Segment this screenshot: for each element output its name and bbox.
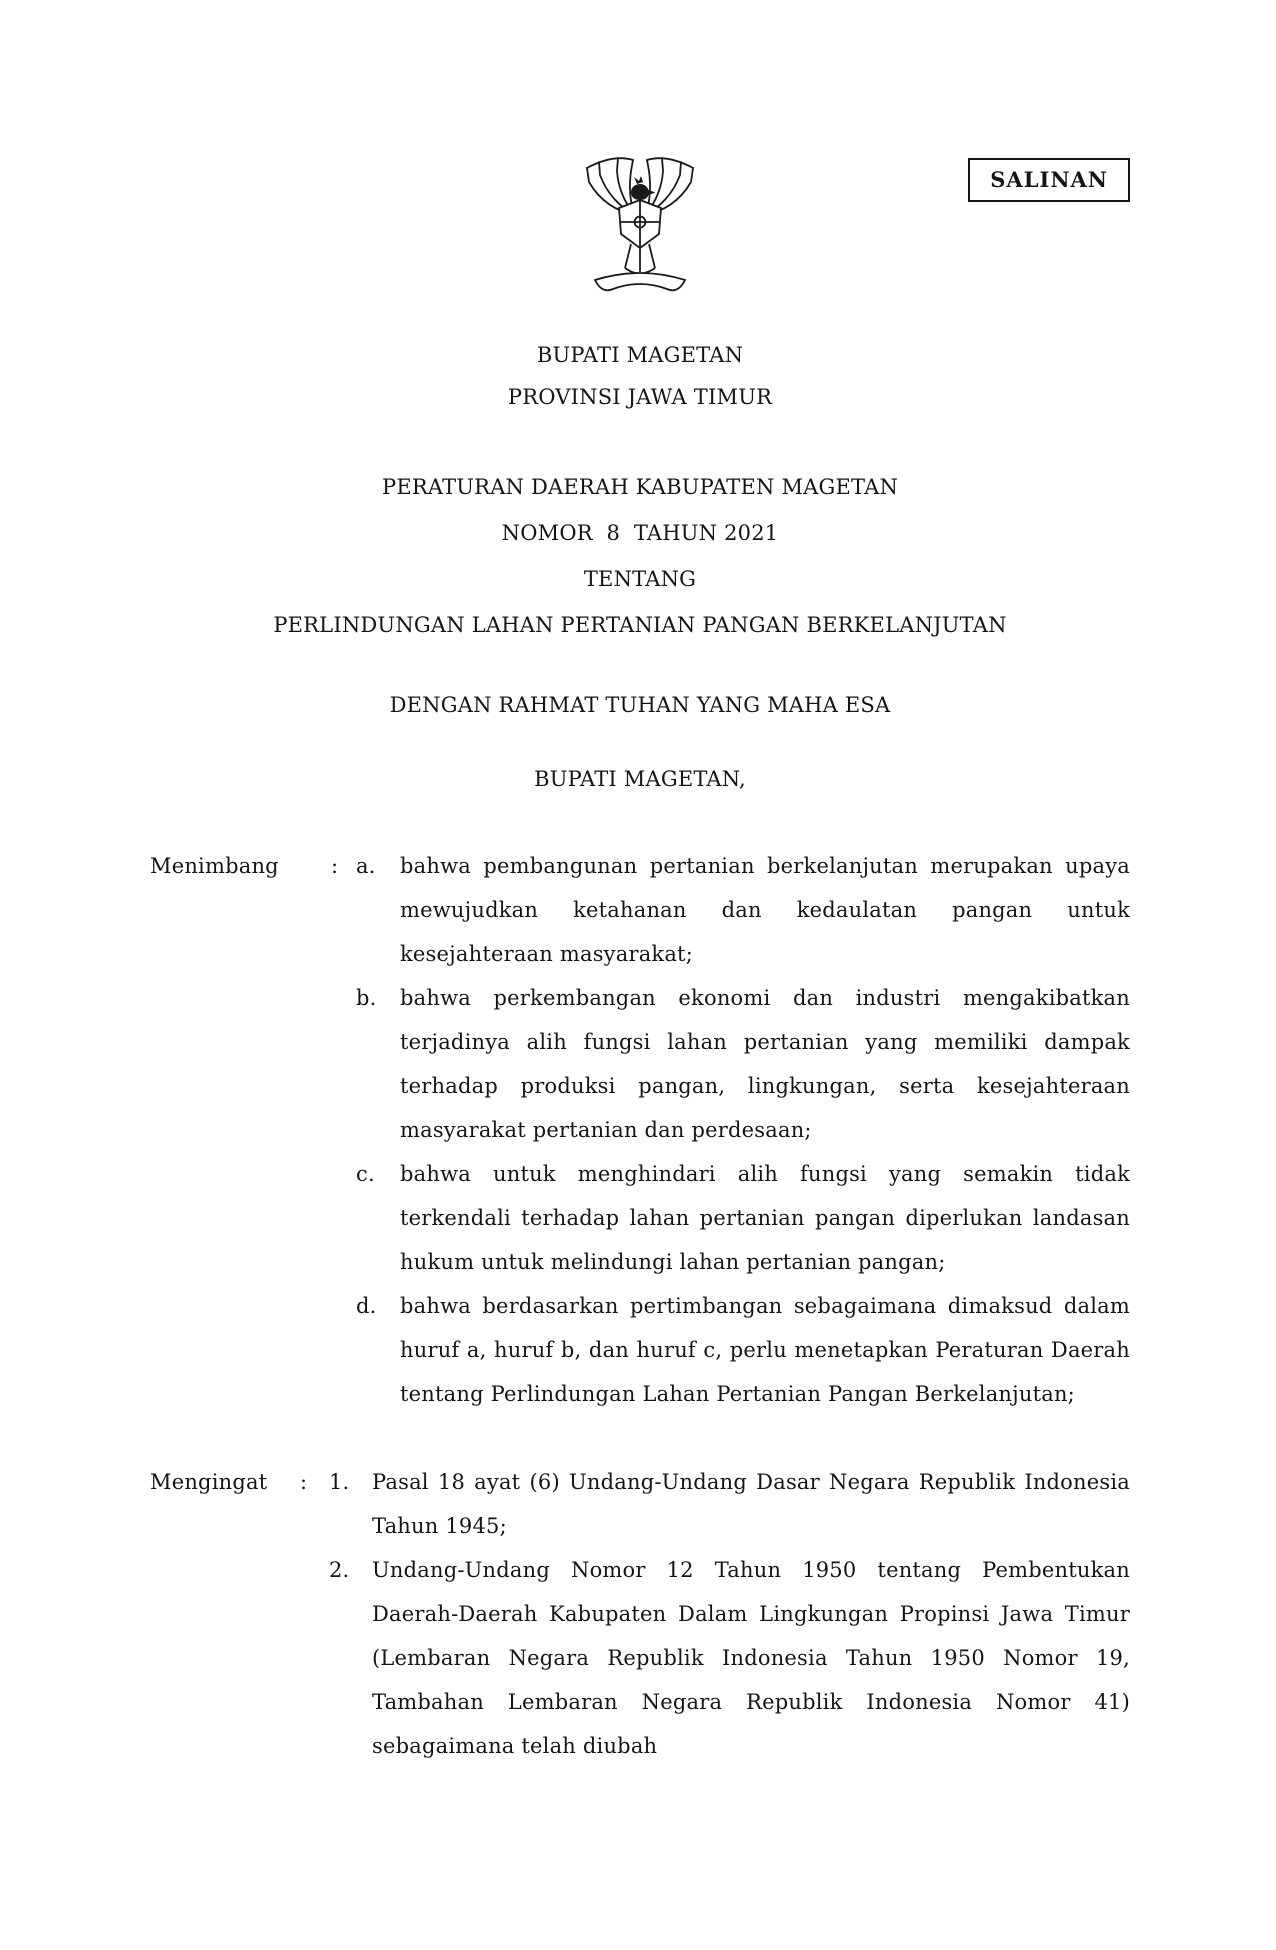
garuda-tail bbox=[625, 244, 655, 274]
list-item bbox=[356, 1152, 1130, 1284]
item-text: bahwa pembangunan pertanian berkelanjutan merupakan upaya mewujudkan ketahanan dan kedaulatan pangan untuk kesejahteraan masyarakat; bbox=[400, 854, 1130, 966]
letterhead-line-1: BUPATI MAGETAN bbox=[536, 343, 744, 367]
item-marker: d. bbox=[356, 1294, 377, 1318]
list-item bbox=[356, 844, 1130, 976]
list-item bbox=[329, 1548, 1130, 1768]
item-text: Undang-Undang Nomor 12 Tahun 1950 tentang Pembentukan Daerah-Daerah Kabupaten Dalam Lingkungan Propinsi Jawa Timur (Lembaran Negara Republik Indonesia Tahun 1950 Nomor 19, Tambahan Lembaran Negara Republik Indonesia Nomor 41) sebagaimana telah diubah bbox=[372, 1558, 1130, 1758]
letterhead-line-2: PROVINSI JAWA TIMUR bbox=[507, 385, 773, 409]
item-marker: 1. bbox=[329, 1470, 350, 1494]
section-colon: : bbox=[331, 854, 339, 878]
section-menimbang bbox=[150, 844, 1130, 1416]
letterhead bbox=[150, 334, 1130, 418]
title-line-3: TENTANG bbox=[583, 567, 697, 591]
regulation-title bbox=[150, 464, 1130, 648]
section-label: Menimbang bbox=[150, 854, 279, 878]
section-items bbox=[356, 844, 1130, 1416]
list-item bbox=[356, 976, 1130, 1152]
section-label: Mengingat bbox=[150, 1470, 268, 1494]
pancasila-shield bbox=[619, 200, 661, 248]
salinan-stamp: SALINAN bbox=[968, 158, 1130, 202]
item-marker: a. bbox=[356, 854, 376, 878]
title-line-1: PERATURAN DAERAH KABUPATEN MAGETAN bbox=[381, 475, 899, 499]
item-text: Pasal 18 ayat (6) Undang-Undang Dasar Negara Republik Indonesia Tahun 1945; bbox=[372, 1470, 1130, 1538]
section-items bbox=[329, 1460, 1130, 1768]
title-line-2: NOMOR 8 TAHUN 2021 bbox=[501, 521, 779, 545]
authority-line: BUPATI MAGETAN, bbox=[534, 767, 746, 791]
list-item bbox=[356, 1284, 1130, 1416]
item-marker: c. bbox=[356, 1162, 375, 1186]
section-mengingat bbox=[150, 1460, 1130, 1768]
item-text: bahwa perkembangan ekonomi dan industri mengakibatkan terjadinya alih fungsi lahan pertanian yang memiliki dampak terhadap produksi pangan, lingkungan, serta kesejahteraan masyarakat pertanian dan perdesaan; bbox=[400, 986, 1130, 1142]
section-colon: : bbox=[300, 1470, 308, 1494]
item-text: bahwa berdasarkan pertimbangan sebagaimana dimaksud dalam huruf a, huruf b, dan huruf c, perlu menetapkan Peraturan Daerah tentang Perlindungan Lahan Pertanian Pangan Berkelanjutan; bbox=[400, 1294, 1130, 1406]
item-marker: 2. bbox=[329, 1558, 350, 1582]
bhinneka-banner bbox=[595, 273, 685, 290]
list-item bbox=[329, 1460, 1130, 1548]
garuda-pancasila-emblem bbox=[575, 148, 705, 312]
title-line-4: PERLINDUNGAN LAHAN PERTANIAN PANGAN BERKELANJUTAN bbox=[273, 613, 1007, 637]
item-marker: b. bbox=[356, 986, 377, 1010]
garuda-head bbox=[631, 176, 656, 200]
invocation-line: DENGAN RAHMAT TUHAN YANG MAHA ESA bbox=[389, 693, 891, 717]
item-text: bahwa untuk menghindari alih fungsi yang semakin tidak terkendali terhadap lahan pertanian pangan diperlukan landasan hukum untuk melindungi lahan pertanian pangan; bbox=[400, 1162, 1130, 1274]
